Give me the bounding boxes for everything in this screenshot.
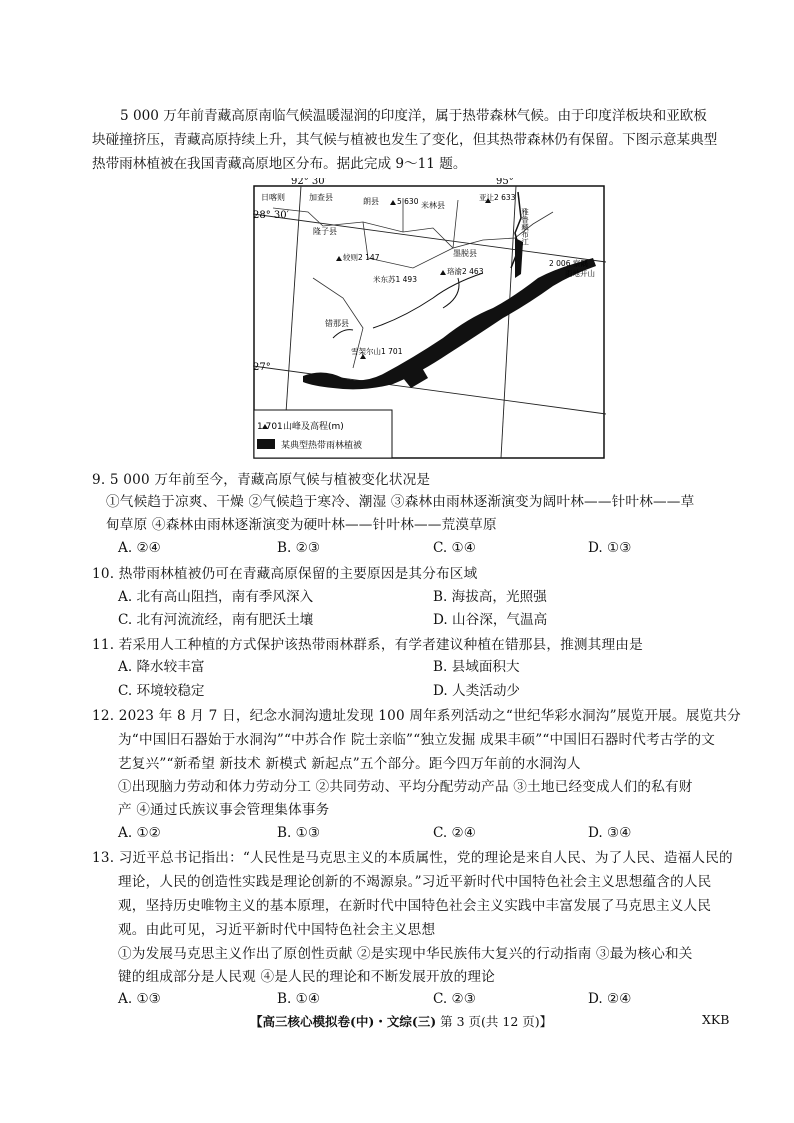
- question-13-stem-3: 观，坚持历史唯物主义的基本原理，在新时代中国特色社会主义实践中丰富发展了马克思主义人民: [118, 898, 712, 914]
- question-9-stem: 9. 5 000 万年前至今，青藏高原气候与植被变化状况是: [92, 472, 431, 488]
- question-11-option-a[interactable]: A. 降水较丰富: [118, 659, 205, 675]
- question-10-option-a[interactable]: A. 北有高山阻挡，南有季风深入: [118, 589, 314, 605]
- question-9-option-a[interactable]: A. ②④: [118, 540, 161, 556]
- rainforest-distribution-map: [253, 178, 606, 460]
- peak-label: 珞渝2 463: [447, 267, 484, 276]
- peak-label: 2 006 察隅: [549, 259, 588, 268]
- legend-forest-swatch: [257, 439, 275, 449]
- question-13-stem-1: 13. 习近平总书记指出：“人民性是马克思主义的本质属性，党的理论是来自人民、为了人民、造福人民的: [92, 850, 733, 866]
- question-12-items-1: ①出现脑力劳动和体力劳动分工 ②共同劳动、平均分配劳动产品 ③土地已经变成人们的私有财: [118, 779, 693, 795]
- question-9-option-b[interactable]: B. ②③: [277, 540, 321, 556]
- question-12-option-a[interactable]: A. ①②: [118, 825, 161, 841]
- question-13-option-c[interactable]: C. ②③: [433, 991, 476, 1007]
- question-12-option-b[interactable]: B. ①③: [277, 825, 321, 841]
- question-13-option-d[interactable]: D. ②④: [588, 991, 632, 1007]
- question-12-stem-3: 艺复兴”“新希望 新技术 新模式 新起点”五个部分。距今四万年前的水洞沟人: [118, 756, 581, 772]
- intro-line-2: 块碰撞挤压，青藏高原持续上升，其气候与植被也发生了变化，但其热带森林仍有保留。下图示意某典型: [92, 132, 718, 148]
- legend-peak-value: 1 701: [257, 422, 283, 432]
- question-10-stem: 10. 热带雨林植被仍可在青藏高原保留的主要原因是其分布区域: [92, 566, 478, 582]
- intro-paragraph: [92, 104, 724, 176]
- peak-label: 亚让2 633: [479, 193, 516, 202]
- legend-peak-label: 山峰及高程(m): [283, 422, 344, 432]
- question-12-stem-2: 为“中国旧石器始于水洞沟”“中苏合作 院士亲临”“独立发掘 成果丰硕”“中国旧石器时代考古学的文: [118, 732, 716, 748]
- peak-label: 雨地开山: [565, 269, 595, 278]
- question-13-stem-2: 理论，人民的创造性实践是理论创新的不竭源泉。”习近平新时代中国特色社会主义思想蕴含的人民: [118, 874, 712, 890]
- question-10-option-b[interactable]: B. 海拔高，光照强: [433, 589, 547, 605]
- footer-title: 【高三核心模拟卷(中)・文综(三): [250, 1014, 437, 1029]
- place-label: 加查县: [309, 193, 333, 202]
- peak-label: 5 630: [397, 197, 419, 206]
- footer-page-number: 第 3 页(共 12 页)】: [440, 1014, 553, 1029]
- question-13-option-b[interactable]: B. ①④: [277, 991, 321, 1007]
- place-label: 朗县: [363, 197, 379, 206]
- place-label: 错那县: [325, 319, 349, 328]
- footer-code: XKB: [702, 1012, 730, 1027]
- question-12-option-d[interactable]: D. ③④: [588, 825, 632, 841]
- question-9-option-c[interactable]: C. ①④: [433, 540, 476, 556]
- question-9-option-d[interactable]: D. ①③: [588, 540, 632, 556]
- intro-line-1: 5 000 万年前青藏高原南临气候温暖湿润的印度洋，属于热带森林气候。由于印度洋板块和亚欧板: [120, 108, 707, 124]
- place-label: 米林县: [421, 201, 445, 210]
- map-svg: [253, 178, 606, 460]
- river-label: 雅鲁藏布江: [520, 208, 530, 246]
- question-11-option-d[interactable]: D. 人类活动少: [433, 683, 521, 699]
- question-12-items-2: 产 ④通过氏族议事会管理集体事务: [118, 802, 330, 818]
- lat-label-2: 27°: [253, 362, 271, 373]
- place-label: 日喀则: [261, 193, 285, 202]
- peak-label: 较则2 147: [343, 253, 380, 262]
- peak-label: 米东苏1 493: [373, 275, 417, 284]
- question-13-items-2: 键的组成部分是人民观 ④是人民的理论和不断发展开放的理论: [118, 969, 495, 985]
- question-11-option-c[interactable]: C. 环境较稳定: [118, 683, 205, 699]
- place-label: 隆子县: [313, 227, 337, 236]
- page-footer: [250, 1012, 552, 1030]
- question-13-option-a[interactable]: A. ①③: [118, 991, 161, 1007]
- question-9-items-2: 甸草原 ④森林由雨林逐渐演变为硬叶林——针叶林——荒漠草原: [106, 517, 497, 533]
- peak-label: 雪架尔山1 701: [351, 347, 403, 356]
- question-12-stem-1: 12. 2023 年 8 月 7 日，纪念水洞沟遗址发现 100 周年系列活动之“世纪华彩水洞沟”展览开展。展览共分: [92, 708, 741, 724]
- place-label: 墨脱县: [453, 249, 477, 258]
- question-11-option-b[interactable]: B. 县域面积大: [433, 659, 520, 675]
- lon-label-1: 92° 30′: [291, 178, 327, 187]
- legend-forest-label: 某典型热带雨林植被: [281, 441, 363, 451]
- question-13-stem-4: 观。由此可见，习近平新时代中国特色社会主义思想: [118, 922, 436, 938]
- lat-label-1: 28° 30′: [253, 210, 289, 221]
- question-9-items-1: ①气候趋于凉爽、干燥 ②气候趋于寒冷、潮湿 ③森林由雨林逐渐演变为阔叶林——针叶林——草: [106, 494, 695, 510]
- intro-line-3: 热带雨林植被在我国青藏高原地区分布。据此完成 9～11 题。: [92, 156, 467, 172]
- question-13-items-1: ①为发展马克思主义作出了原创性贡献 ②是实现中华民族伟大复兴的行动指南 ③最为核心和关: [118, 946, 693, 962]
- question-10-option-d[interactable]: D. 山谷深，气温高: [433, 612, 548, 628]
- lon-label-2: 95°: [496, 178, 514, 187]
- question-12-option-c[interactable]: C. ②④: [433, 825, 476, 841]
- question-10-option-c[interactable]: C. 北有河流流经，南有肥沃土壤: [118, 612, 314, 628]
- question-11-stem: 11. 若采用人工种植的方式保护该热带雨林群系，有学者建议种植在错那县，推测其理由是: [92, 637, 643, 653]
